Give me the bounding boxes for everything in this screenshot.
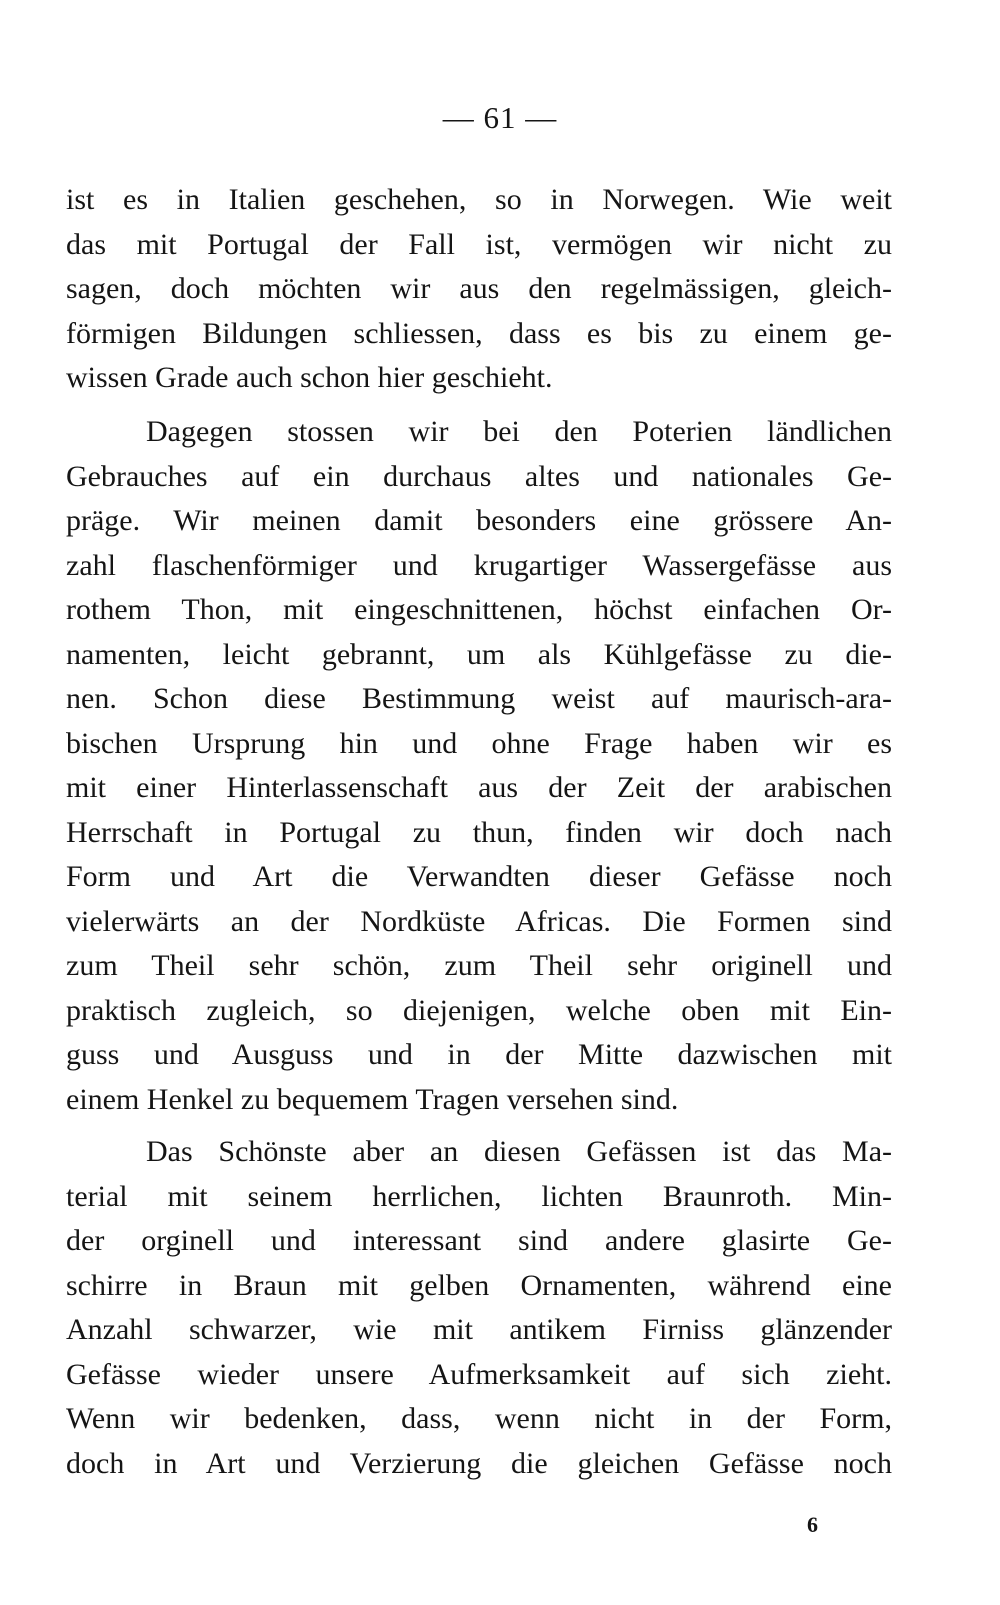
text-line: zum Theil sehr schön, zum Theil sehr originell und xyxy=(66,949,892,982)
text-line: nen. Schon diese Bestimmung weist auf maurisch-ara- xyxy=(66,682,892,715)
paragraph-2 xyxy=(66,410,892,1122)
paragraph-1 xyxy=(66,178,892,401)
text-line: Das Schönste aber an diesen Gefässen ist das Ma- xyxy=(146,1135,892,1168)
text-line: wissen Grade auch schon hier geschieht. xyxy=(66,361,553,394)
text-line: das mit Portugal der Fall ist, vermögen wir nicht zu xyxy=(66,227,892,261)
paragraph-3 xyxy=(66,1130,892,1486)
text-line: Gefässe wieder unsere Aufmerksamkeit auf sich zieht. xyxy=(66,1357,892,1391)
page-number: — 61 — xyxy=(442,100,558,135)
text-line: namenten, leicht gebrannt, um als Kühlgefässe zu die- xyxy=(66,637,892,671)
text-line: schirre in Braun mit gelben Ornamenten, während eine xyxy=(66,1268,892,1302)
text-line: einem Henkel zu bequemem Tragen versehen sind. xyxy=(66,1082,679,1116)
text-line: Gebrauches auf ein durchaus altes und nationales Ge- xyxy=(66,459,892,493)
text-line: mit einer Hinterlassenschaft aus der Zeit der arabischen xyxy=(66,771,892,804)
text-line: terial mit seinem herrlichen, lichten Braunroth. Min- xyxy=(66,1179,892,1213)
text-line: zahl flaschenförmiger und krugartiger Wassergefässe aus xyxy=(66,548,892,582)
text-line: präge. Wir meinen damit besonders eine grössere An- xyxy=(66,504,892,537)
text-line: guss und Ausguss und in der Mitte dazwischen mit xyxy=(66,1038,892,1071)
text-line: Herrschaft in Portugal zu thun, finden wir doch nach xyxy=(66,815,892,849)
text-line: Anzahl schwarzer, wie mit antikem Firniss glänzender xyxy=(66,1313,892,1346)
text-line: vielerwärts an der Nordküste Africas. Die Formen sind xyxy=(66,904,892,938)
text-line: sagen, doch möchten wir aus den regelmässigen, gleich- xyxy=(66,272,892,305)
text-line: ist es in Italien geschehen, so in Norwegen. Wie weit xyxy=(66,183,892,216)
text-line: förmigen Bildungen schliessen, dass es bis zu einem ge- xyxy=(66,316,892,350)
text-line: praktisch zugleich, so diejenigen, welche oben mit Ein- xyxy=(66,993,892,1027)
text-line: Wenn wir bedenken, dass, wenn nicht in der Form, xyxy=(66,1402,892,1435)
text-line: Dagegen stossen wir bei den Poterien ländlichen xyxy=(146,415,892,448)
signature-mark: 6 xyxy=(807,1512,818,1537)
text-line: bischen Ursprung hin und ohne Frage haben wir es xyxy=(66,726,892,760)
text-line: doch in Art und Verzierung die gleichen Gefässe noch xyxy=(66,1446,892,1480)
text-line: rothem Thon, mit eingeschnittenen, höchst einfachen Or- xyxy=(66,593,892,626)
text-line: Form und Art die Verwandten dieser Gefässe noch xyxy=(66,860,892,893)
text-line: der orginell und interessant sind andere glasirte Ge- xyxy=(66,1224,892,1257)
